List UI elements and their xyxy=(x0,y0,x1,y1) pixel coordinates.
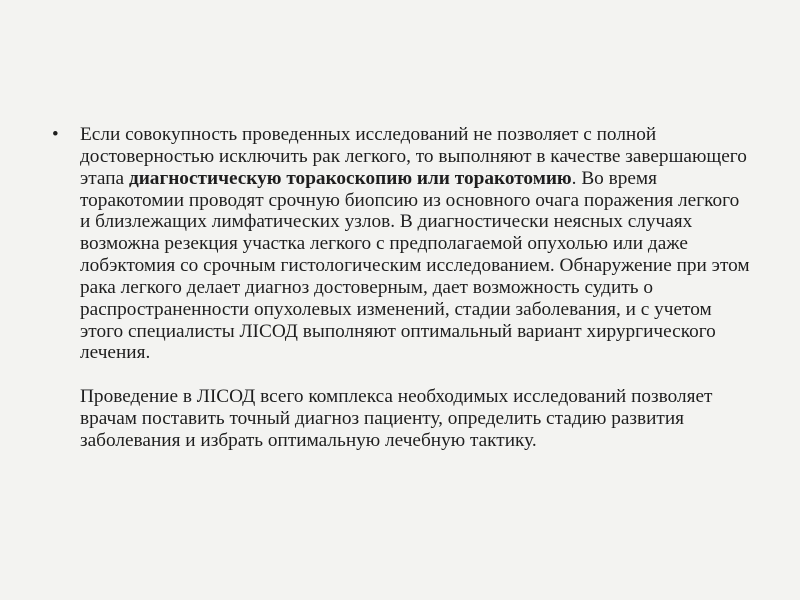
paragraph-diagnostics-body: . Во время торакотомии проводят срочную биопсию из основного очага поражения легкого и близлежащих лимфатических узлов. В диагностически неясных случаях возможна резекция участка легкого с предполагаемой опухолью или даже лобэктомия со срочным гистологическим исследованием. Обнаружение при этом рака легкого делает диагноз достоверным, дает возможность судить о распространенности опухолевых изменений, стадии заболевания, и с учетом этого специалисты ЛІСОД выполняют оптимальный вариант хирургического лечения. xyxy=(80,167,750,364)
bullet-mark: • xyxy=(52,124,59,145)
paragraph-diagnostics-emphasis: диагностическую торакоскопию или торакотомию xyxy=(128,167,572,189)
paragraph-diagnostics xyxy=(80,124,752,364)
paragraph-conclusion: Проведение в ЛІСОД всего комплекса необходимых исследований позволяет врачам поставить точный диагноз пациенту, определить стадию развития заболевания и избрать оптимальную лечебную тактику. xyxy=(80,386,713,451)
bullet-text xyxy=(80,124,752,452)
bullet-item xyxy=(52,124,752,452)
paragraph-diagnostics-intro: Если совокупность проведенных исследований не позволяет с полной достоверностью исключить рак легкого, то выполняют в качестве завершающего этапа xyxy=(80,124,747,189)
